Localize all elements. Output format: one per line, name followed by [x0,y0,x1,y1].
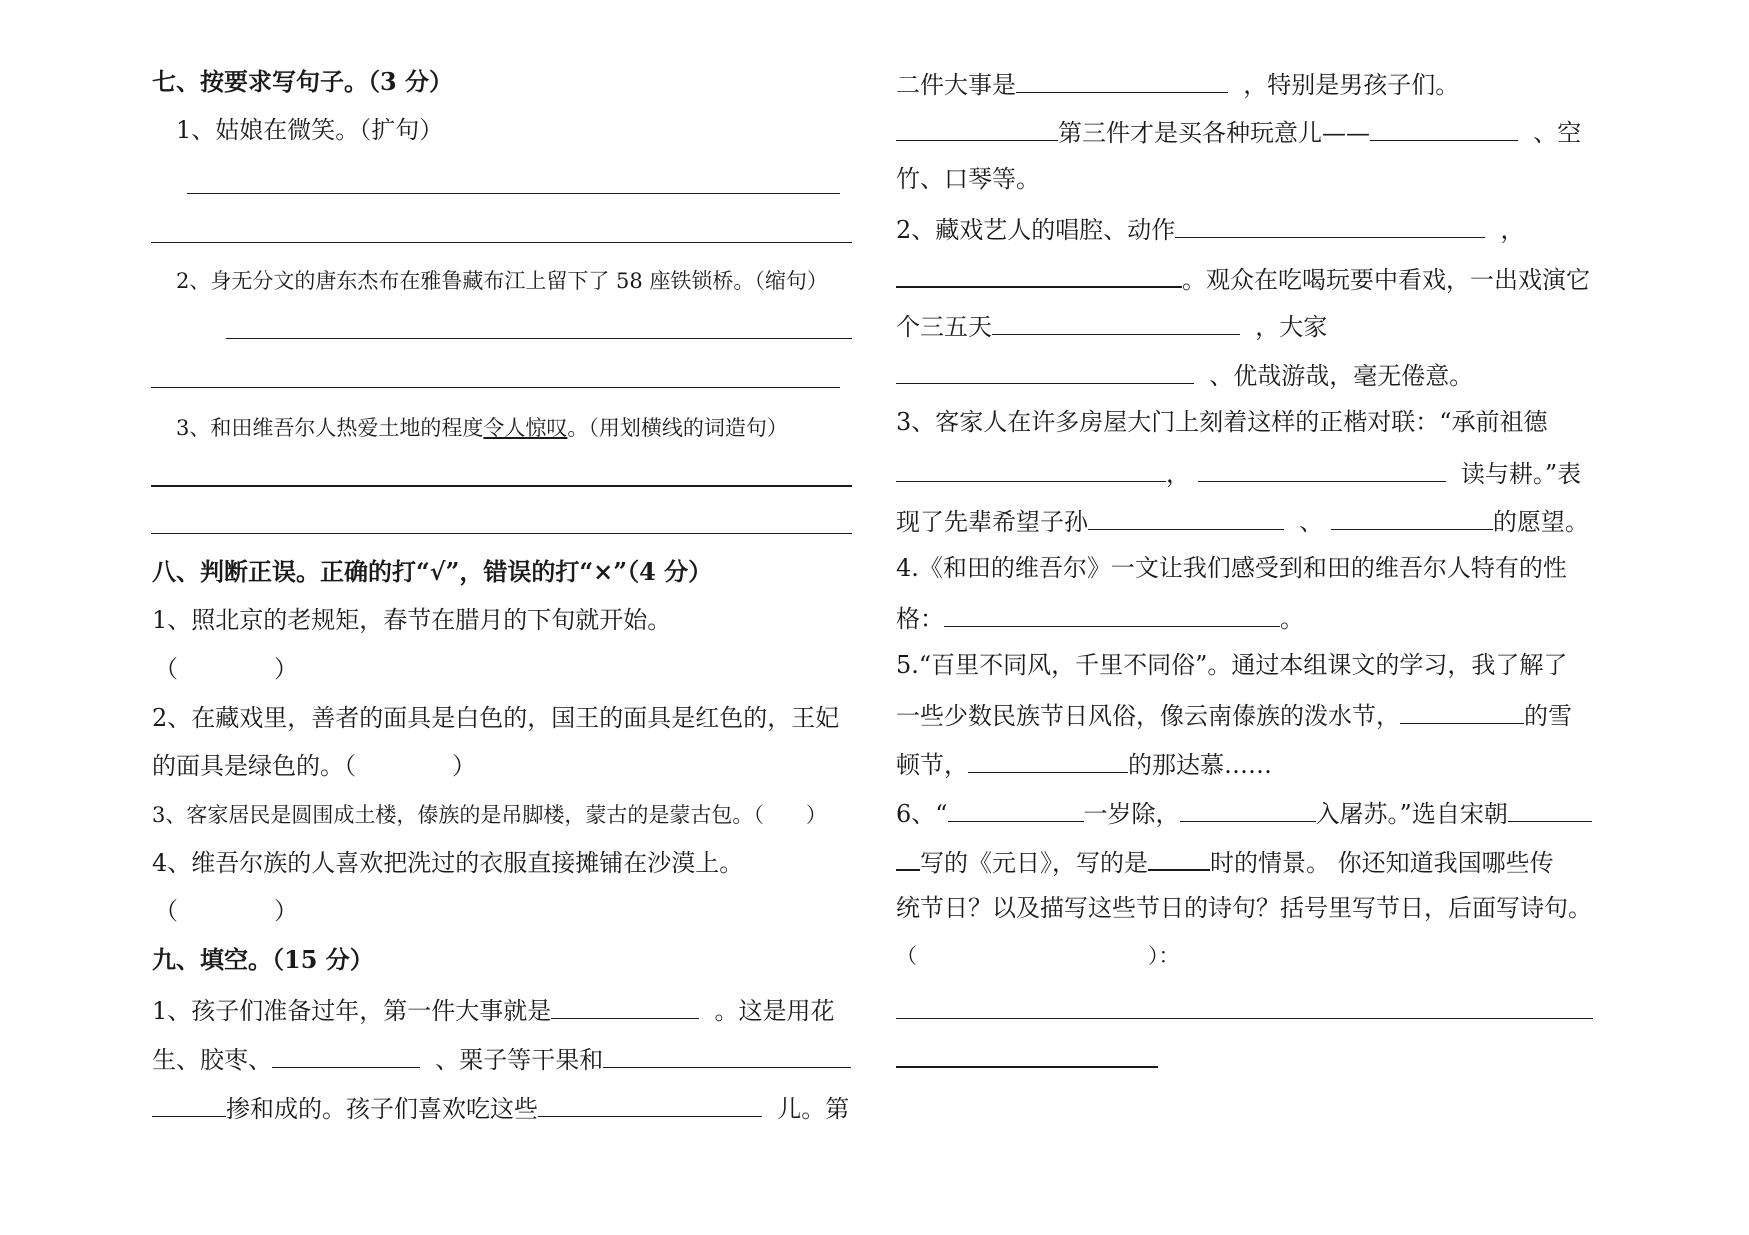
text: 6、“ [896,800,948,828]
fill-blank[interactable] [944,600,1280,627]
right-line-4 [896,211,1525,246]
fill-blank[interactable] [1088,503,1284,530]
text: 格： [896,605,944,633]
fill-blank[interactable] [896,843,920,871]
right-line-17 [896,843,1554,879]
fill-blank[interactable] [551,992,699,1019]
right-line-19: （ ）： [896,944,1180,968]
text: 第三件才是买各种玩意儿—— [1058,119,1370,147]
right-line-12 [896,600,1304,635]
fill-blank[interactable] [1016,66,1228,93]
text: 生、胶枣、 [152,1046,272,1074]
text: 。 [1280,605,1304,633]
fill-blank[interactable] [896,455,1166,482]
text: 个三五天 [896,313,992,341]
answer-line[interactable] [226,338,852,339]
right-line-1 [896,66,1459,101]
right-line-9 [896,455,1581,490]
text: 、栗子等干果和 [435,1046,604,1074]
text: 、 [1299,508,1324,536]
s7-q2: 2、身无分文的唐东杰布在雅鲁藏布江上留下了 58 座铁锁桥。（缩句） [176,269,828,293]
right-line-10 [896,503,1589,538]
text: ，大家 [1255,313,1328,341]
s7-q3 [176,412,788,444]
answer-line[interactable] [896,1066,1158,1068]
fill-blank[interactable] [948,795,1084,822]
text: 写的《元日》，写的是 [920,849,1148,877]
text: 掺和成的。孩子们喜欢吃这些 [226,1095,538,1123]
s8-q4: 4、维吾尔族的人喜欢把洗过的衣服直接摊铺在沙漠上。 [152,849,744,877]
text: 儿。第 [777,1095,850,1123]
section-9-heading: 九、填空。（15 分） [152,945,374,974]
right-line-3: 竹、口琴等。 [896,165,1040,193]
right-line-16 [896,795,1592,830]
fill-blank[interactable] [538,1090,762,1117]
answer-line[interactable] [151,533,852,534]
s8-q1-answer[interactable]: （ ） [154,655,298,683]
s8-q2-line1: 2、在藏戏里，善者的面具是白色的，国王的面具是红色的，王妃 [152,704,840,732]
s9-line3 [152,1090,849,1125]
section-8-heading: 八、判断正误。正确的打“√”，错误的打“×”（4 分） [152,557,713,586]
text: 现了先辈希望子孙 [896,508,1088,536]
fill-blank[interactable] [1508,795,1592,822]
text: 一些少数民族节日风俗，像云南傣族的泼水节， [896,702,1400,730]
fill-blank[interactable] [896,114,1058,141]
right-line-8: 3、客家人在许多房屋大门上刻着这样的正楷对联：“承前祖德 [896,408,1548,436]
fill-blank[interactable] [896,357,1194,384]
section-7-heading: 七、按要求写句子。（3 分） [152,67,454,96]
right-line-7 [896,357,1473,392]
text: 时的情景。 你还知道我国哪些传 [1210,849,1554,877]
right-line-14 [896,697,1572,732]
fill-blank[interactable] [1148,843,1210,871]
fill-blank[interactable] [1400,697,1524,724]
text: 2、藏戏艺人的唱腔、动作 [896,216,1176,244]
text: ，特别是男孩子们。 [1243,71,1460,99]
text: 。观众在吃喝玩要中看戏，一出戏演它 [1182,266,1590,294]
text: 顿节， [896,751,968,779]
right-line-11: 4.《和田的维吾尔》一文让我们感受到和田的维吾尔人特有的性 [896,554,1567,582]
text: 的那达慕…… [1128,751,1272,779]
fill-blank[interactable] [152,1090,226,1117]
s7-q1: 1、姑娘在微笑。（扩句） [176,116,444,144]
fill-blank[interactable] [896,260,1182,288]
text: 、优哉游哉，毫无倦意。 [1209,362,1474,390]
fill-blank[interactable] [1198,455,1446,482]
right-line-18: 统节日？以及描写这些节日的诗句？括号里写节日，后面写诗句。 [896,894,1592,922]
s8-q2-line2: 的面具是绿色的。（ ） [152,752,476,780]
answer-line[interactable] [151,387,840,388]
text: 的雪 [1524,702,1572,730]
s9-line2 [152,1041,851,1076]
right-line-13: 5.“百里不同风，千里不同俗”。通过本组课文的学习，我了解了 [896,651,1568,679]
fill-blank[interactable] [1180,795,1316,822]
text: 、空 [1533,119,1582,147]
s9-line1 [152,992,835,1027]
answer-line[interactable] [151,242,852,243]
right-line-15 [896,746,1272,781]
text: 二件大事是 [896,71,1016,99]
text: 的愿望。 [1492,508,1589,536]
text: ， [1500,216,1525,244]
fill-blank[interactable] [992,308,1240,335]
fill-blank[interactable] [603,1041,851,1068]
fill-blank[interactable] [1175,211,1485,238]
fill-blank[interactable] [1331,503,1493,530]
right-line-5 [896,260,1590,296]
fill-blank[interactable] [968,746,1128,773]
text: 。这是用花 [714,997,835,1025]
s7-q3-pre: 3、和田维吾尔人热爱土地的程度 [176,416,484,440]
text: 读与耕。”表 [1460,460,1582,488]
s8-q3: 3、客家居民是圆围成土楼，傣族的是吊脚楼，蒙古的是蒙古包。（ ） [152,803,827,827]
text: ， [1166,460,1190,488]
answer-line[interactable] [187,193,840,194]
s8-q4-answer[interactable]: （ ） [154,897,298,925]
fill-blank[interactable] [1370,114,1518,141]
right-line-2 [896,114,1581,149]
text: 入屠苏。”选自宋朝 [1315,800,1508,828]
s7-q3-underlined: 令人惊叹 [483,416,568,440]
text: 一岁除， [1083,800,1180,828]
right-line-6 [896,308,1327,343]
text: 1、孩子们准备过年，第一件大事就是 [152,997,552,1025]
fill-blank[interactable] [272,1041,420,1068]
s7-q3-post: 。（用划横线的词造句） [567,416,788,440]
answer-line[interactable] [151,485,852,487]
answer-line[interactable] [896,1018,1593,1019]
s8-q1: 1、照北京的老规矩，春节在腊月的下旬就开始。 [152,606,672,634]
